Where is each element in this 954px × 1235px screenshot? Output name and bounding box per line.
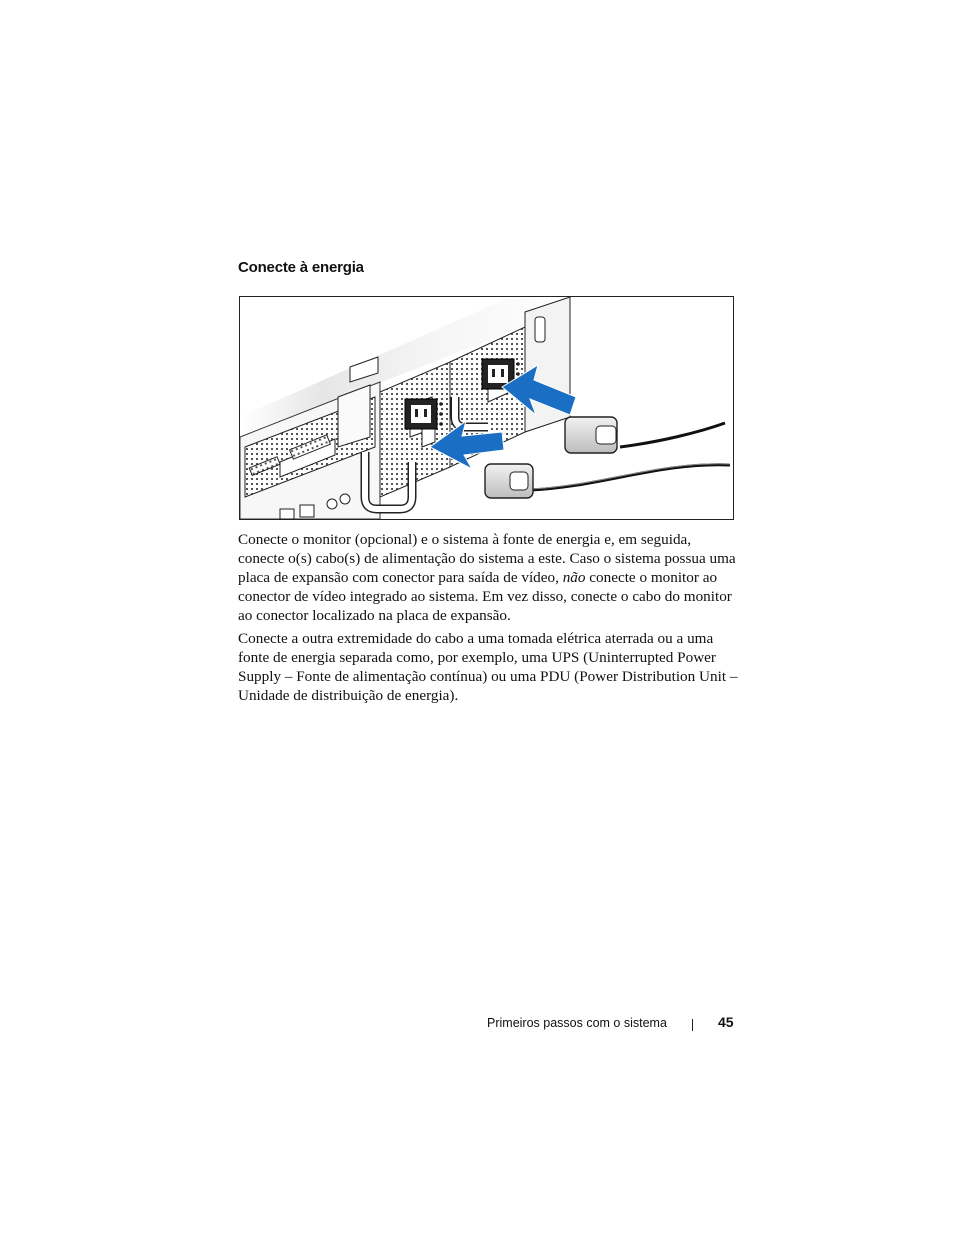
footer-separator [692,1019,693,1031]
power-plug-2 [565,417,617,453]
emphasis-text: não [562,569,586,586]
page-number: 45 [718,1014,734,1030]
power-connection-illustration [239,296,734,520]
power-cables [530,423,730,490]
power-plug-1 [485,464,533,498]
instruction-paragraph-2: Conecte a outra extremidade do cabo a uma tomada elétrica aterrada ou a uma fonte de energia separada como, por exemplo, uma UPS (Uninterrupted Power Supply – Fonte de alimentação contínua) ou uma PDU (Power Distribution Unit – Unidade de distribuição de energia). [238,630,738,704]
paragraph-text: Conecte o monitor (opcional) e o sistema à fonte de energia e, em seguida, conecte o(s) cabo(s) de alimentação do sistema a este. Caso o sistema possua uma placa de expansão com conector para saída de vídeo, [238,531,736,586]
power-socket-1 [405,399,443,429]
paragraph-text: conecte o monitor ao conector de vídeo integrado ao sistema. Em vez disso, conecte o cabo do monitor ao conector localizado na placa de expansão. [238,569,732,624]
instruction-paragraph-1 [238,530,738,625]
footer-chapter-title: Primeiros passos com o sistema [487,1016,667,1030]
section-heading: Conecte à energia [238,259,364,276]
